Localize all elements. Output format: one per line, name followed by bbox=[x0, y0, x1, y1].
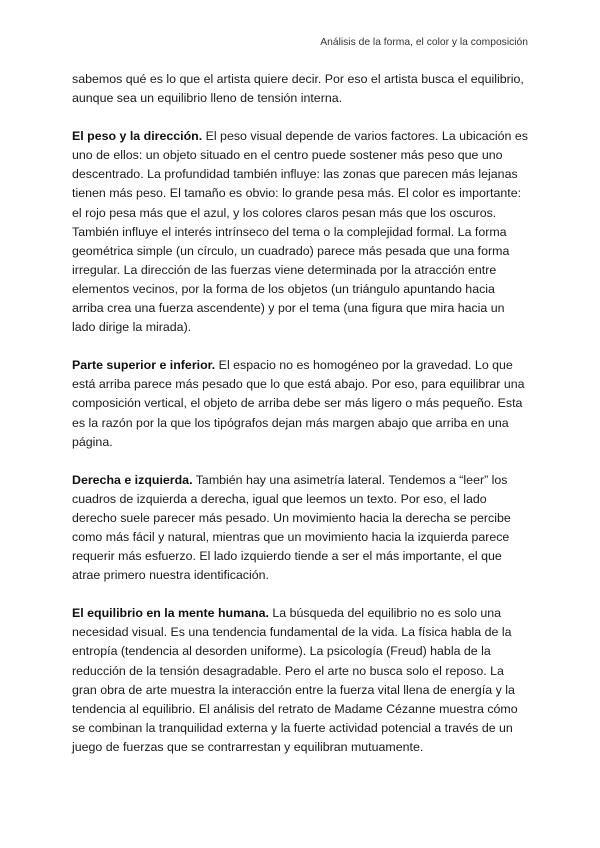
section-text: El espacio no es homogéneo por la gravedad. Lo que está arriba parece más pesado que lo que está abajo. Por eso, para equilibrar una composición vertical, el objeto de arriba debe ser más ligero o más pequeño. Esta es la razón por la que los tipógrafos dejan más margen abajo que arriba en una página. bbox=[72, 358, 525, 449]
section-heading: El peso y la dirección. bbox=[72, 129, 203, 144]
section-paragraph-derecha-izquierda bbox=[72, 471, 528, 586]
section-text: El peso visual depende de varios factores. La ubicación es uno de ellos: un objeto situado en el centro puede sostener más peso que uno descentrado. La profundidad también influye: las zonas que parecen más lejanas tienen más peso. El tamaño es obvio: lo grande pesa más. El color es importante: el rojo pesa más que el azul, y los colores claros pesan más que los oscuros. También influye el interés intrínseco del tema o la complejidad formal. La forma geométrica simple (un círculo, un cuadrado) parece más pesada que una forma irregular. La dirección de las fuerzas viene determinada por la atracción entre elementos vecinos, por la forma de los objetos (un triángulo apuntando hacia arriba crea una fuerza ascendente) y por el tema (una figura que mira hacia un lado dirige la mirada). bbox=[72, 129, 528, 335]
section-text: La búsqueda del equilibrio no es solo una necesidad visual. Es una tendencia fundamental de la vida. La física habla de la entropía (tendencia al desorden uniforme). La psicología (Freud) habla de la reducción de la tensión desagradable. Pero el arte no busca solo el reposo. La gran obra de arte muestra la interacción entre la fuerza vital llena de energía y la tendencia al equilibrio. El análisis del retrato de Madame Cézanne muestra cómo se combinan la tranquilidad externa y la fuerte actividad potencial a través de un juego de fuerzas que se contrarrestan y equilibran mutuamente. bbox=[72, 606, 518, 754]
body-text bbox=[72, 70, 528, 776]
section-text: También hay una asimetría lateral. Tendemos a “leer” los cuadros de izquierda a derecha, igual que leemos un texto. Por eso, el lado derecho suele parecer más pesado. Un movimiento hacia la derecha se percibe como más fácil y natural, mientras que un movimiento hacia la izquierda parece requerir más esfuerzo. El lado izquierdo tiende a ser el más importante, el que atrae primero nuestra identificación. bbox=[72, 472, 511, 583]
running-header: Análisis de la forma, el color y la composición bbox=[320, 37, 528, 48]
section-heading: Parte superior e inferior. bbox=[72, 358, 216, 373]
section-paragraph-peso-direccion bbox=[72, 127, 528, 337]
section-paragraph-equilibrio-mente bbox=[72, 604, 528, 757]
section-paragraph-superior-inferior bbox=[72, 356, 528, 451]
section-heading: El equilibrio en la mente humana. bbox=[72, 606, 269, 621]
intro-paragraph: sabemos qué es lo que el artista quiere decir. Por eso el artista busca el equilibrio, aunque sea un equilibrio lleno de tensión interna. bbox=[72, 72, 524, 106]
section-heading: Derecha e izquierda. bbox=[72, 472, 193, 487]
